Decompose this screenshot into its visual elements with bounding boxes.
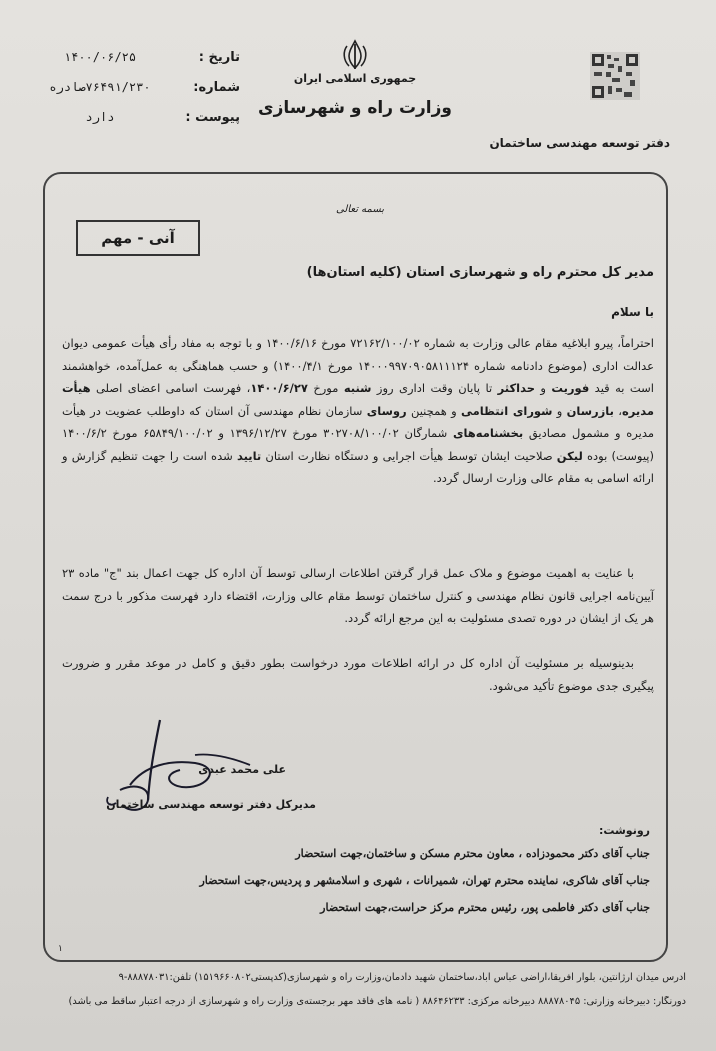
number-row — [40, 80, 240, 102]
republic-title: جمهوری اسلامی ایران — [293, 72, 417, 85]
cc-line: جناب آقای دکتر محمودزاده ، معاون محترم مسکن و ساختمان،جهت استحضار — [295, 847, 650, 860]
recipient: مدیر کل محترم راه و شهرسازی استان (کلیه استان‌ها) — [306, 265, 654, 280]
cc-line: جناب آقای دکتر فاطمی پور، رئیس محترم مرکز حراست،جهت استحضار — [320, 901, 650, 914]
footer-address: آدرس میدان آرژانتین، بلوار آفریقا،اراضی عباس آباد،ساختمان شهید دادمان،وزارت راه و شهرسازی(کدپستی۱۵۱۹۶۶۰۸۰۲) تلفن:۸۸۸۷۸۰۳۱-۹ — [118, 972, 686, 983]
page-number: ۱ — [58, 944, 63, 954]
ministry-title: وزارت راه و شهرسازی — [257, 98, 452, 118]
qr-code-icon — [590, 52, 640, 100]
basmala: بسمه تعالی — [335, 204, 385, 215]
office-title: دفتر توسعه مهندسی ساختمان — [489, 136, 670, 150]
paragraph-3: بدینوسیله بر مسئولیت آن اداره کل در ارائه اطلاعات مورد درخواست بطور دقیق و کامل در موعد مقرر و ضرورت پیگیری جدی موضوع تأکید می‌شود. — [62, 656, 654, 693]
cc-title: رونوشت: — [598, 824, 650, 837]
urgency-stamp — [76, 220, 200, 256]
paragraph-1: احتراماً، پیرو ابلاغیه مقام عالی وزارت به شماره ۷۲۱۶۲/۱۰۰/۰۲ مورخ ۱۴۰۰/۶/۱۶ و با توجه به مفاد رأی هیأت عمومی دیوان عدالت اداری (موضوع دادنامه شماره ۱۴۰۰۰۹۹۷۰۹۰۵۸۱۱۱۲۴ مورخ ۱۴۰۰/۴/۱) و حسب هماهنگی به عمل‌آمده، خواهشمند است به قید فوریت و حداکثر تا پایان وقت اداری روز شنبه مورخ ۱۴۰۰/۶/۲۷، فهرست اسامی اعضای اصلی هیأت مدیره، بازرسان و شورای انتظامی و همچنین روسای سازمان نظام مهندسی آن استان که داوطلب عضویت در هیأت مدیره و مشمول مصادیق بخشنامه‌های شمارگان ۳۰۲۷۰۸/۱۰۰/۰۲ مورخ ۱۳۹۶/۱۲/۲۷ و ۶۵۸۴۹/۱۰۰/۰۲ مورخ ۱۴۰۰/۶/۲ (پیوست) بوده لیکن صلاحیت ایشان توسط هیأت اجرایی و دستگاه نظارت استان تایید شده است را جهت تنظیم گزارش و ارائه اسامی به مقام عالی وزارت ارسال گردد. — [62, 336, 655, 485]
number-label: شماره: — [193, 80, 240, 95]
date-value: ۱۴۰۰/۰۶/۲۵ — [63, 50, 137, 64]
number-value: ۷۶۴۹۱/۲۳۰صادره — [49, 80, 151, 94]
greeting: با سلام — [611, 305, 654, 319]
iran-emblem-icon — [338, 38, 372, 72]
cc-line: جناب آقای شاکری، نماینده محترم تهران، شمیرانات ، شهری و اسلامشهر و پردیس،جهت استحضار — [199, 874, 650, 887]
signatory-title: مدیرکل دفتر توسعه مهندسی ساختمان — [106, 798, 316, 811]
urgency-text: آنی - مهم — [101, 229, 175, 247]
footer-fax: دورنگار: دبیرخانه وزارتی: ۸۸۸۷۸۰۴۵ دبیرخانه مرکزی: ۸۸۶۴۶۲۳۳ ( نامه های فاقد مهر برجسته‌ی وزارت راه و شهرسازی از درجه اعتبار ساقط می باشد) — [68, 996, 686, 1007]
attachment-value: دارد — [85, 110, 115, 124]
attachment-label: پیوست : — [185, 110, 240, 125]
date-row — [40, 50, 240, 72]
attachment-row — [40, 110, 240, 132]
signatory-name: علی محمد عبدی — [198, 763, 286, 776]
paragraph-2: با عنایت به اهمیت موضوع و ملاک عمل قرار گرفتن اطلاعات ارسالی توسط آن اداره کل جهت اعمال بند "ج" ماده ۲۳ آیین‌نامه اجرایی قانون نظام مهندسی و کنترل ساختمان توسط مقام عالی وزارت، اقتضاء دارد فهرست مذکور با درج سمت هر یک از ایشان در دوره تصدی مسئولیت به این مرجع ارائه گردد. — [62, 566, 654, 625]
date-label: تاریخ : — [198, 50, 240, 65]
